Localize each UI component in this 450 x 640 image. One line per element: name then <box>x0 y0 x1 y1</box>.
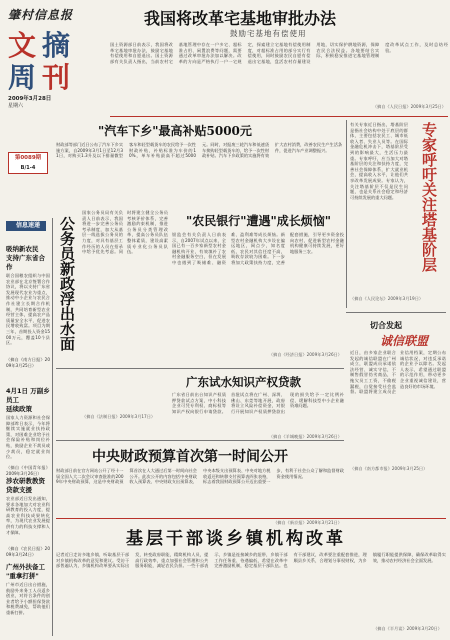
feature-source: （摘自《南方都市报》2009年3月25日） <box>350 466 428 471</box>
bottom-rule <box>56 518 446 519</box>
column-source: （摘自《人民论坛》2009年3月19日） <box>350 296 424 301</box>
sidebar-item-title: 广州外扶备工 <box>6 563 45 571</box>
masthead <box>0 0 112 120</box>
lead-subhead: 鼓励宅基地有偿使用 <box>230 29 307 38</box>
story-civil-servant <box>56 206 170 432</box>
story-civil-source: （摘自《法制日报》2009年3月17日） <box>82 414 156 419</box>
sidebar-item-source: （摘自《南方日报》2009年3月25日） <box>6 357 50 368</box>
feature-label: 切合发起 <box>370 321 402 330</box>
lead-story <box>110 4 448 116</box>
story-civil-headline: 公务员新政浮出水面 <box>58 216 76 351</box>
story-budget-source: （摘自《新京报》2009年3月21日） <box>273 520 342 525</box>
sidebar-item-title: 4月1日 万副乡员工 <box>6 387 50 404</box>
sidebar-item-body: 农业部近日发出通知，要求各地加大对农业科研教育的投入力度，提高农业科技成果转化率，为现代农业发展提供有力的科技支撑和人才保障。 <box>6 496 50 535</box>
masthead-char-zhai: 摘 <box>42 29 71 62</box>
feature-divider <box>346 312 446 313</box>
feature-headline: 诚信联盟 <box>380 334 429 348</box>
issue-date: 2009年3月28日 <box>8 96 52 102</box>
story-car-body: 财政部等部门近日公布了汽车下乡实施方案，自2009年3月1日至12月31日，对购买1.3升及以下排量微型客车和轻型载货车的农民给予一次性财政补贴，补贴标准为车价的10%，单车补贴最高不超过5000元。同时，对报废三轮汽车和低速货车换购轻型载货车的，给予一次性财政补贴。汽车下乡政策的实施将有效扩大农村消费，改善农民生产生活条件，促进汽车产业调整振兴。 <box>56 142 342 159</box>
story-bank-source: （摘自《经济日报》2009年3月26日） <box>268 352 342 357</box>
sidebar-item-subtitle: 支持广东省合作 <box>6 254 45 271</box>
mid-rule <box>56 368 344 369</box>
sidebar-title: 信息速递 <box>6 221 46 231</box>
sidebar-item-3 <box>6 562 50 626</box>
issue-number: 第0089期 <box>14 155 42 161</box>
budget-rule <box>56 440 344 441</box>
story-bank-body: 银监会有关负责人日前表示，自2007年试点以来，全国已有一百多家新型农村金融机构开业，有效填补了农村金融服务空白，但在发展中也遇到了吸储难、融资难、盈利难等成长烦恼。新型农村金融机构大多设在偏远地区，网点少，知名度低，农民对其信任度不高，吸收存款较为困难。下一步将加大政策扶持力度，完善配套措施，引导更多资金投向农村，促进新型农村金融机构健康可持续发展，更好地服务三农。 <box>172 232 344 265</box>
column-story <box>350 122 446 308</box>
sidebar-divider <box>52 218 53 636</box>
sidebar-item-subtitle: 贷款支援 <box>6 486 32 494</box>
issue-weekday: 星期六 <box>8 103 24 109</box>
story-budget-body: 财政部日前在官方网站公开了经十一届全国人大二次会议审查批准的2009年中央财政预算，这是中央财政预算首次在人大通过后第一时间向社会公开。此次公开的内容包括中央财政收入预算表、中央财政支出预算表、中央本级支出预算表、中央对地方税收返还和转移支付预算表四张表格，标志着我国财政预算公开迈出重要一步，有利于社会公众了解和监督财政资金使用情况。 <box>56 468 344 485</box>
lead-rule <box>110 116 448 117</box>
sidebar <box>6 234 50 634</box>
sidebar-item-title: 吸纳新农民 <box>6 245 39 253</box>
column-body: 有关专家近日指出，塔基阶层是指社会结构中处于底层的群体，主要包括农民工、城市低收入者、失业人员等。在国际金融危机冲击下，塔基阶层受到的影响最大，生活压力最重。专家呼吁，应当加大对塔基阶层的关注和扶持力度，完善社会保障体系，扩大就业机会，提高收入水平，让他们共享改革发展成果。专家认为，关注塔基阶层不仅是民生问题，也是关系社会稳定和经济可持续发展的重大问题。 <box>350 122 408 200</box>
story-car-subsidy <box>56 122 342 202</box>
lead-headline: 我国将改革宅基地审批办法 <box>144 9 337 28</box>
sidebar-item-title: 涉农研教教资 <box>6 477 45 485</box>
issue-pages: B/1-4 <box>20 165 36 171</box>
paper-name: 肇村信息报 <box>8 8 74 22</box>
story-township-headline: 基层干部谈乡镇机构改革 <box>126 529 346 549</box>
sidebar-item-source: （摘自《中国青年报》2009年3月26日） <box>6 465 50 476</box>
masthead-char-wen: 文 <box>8 29 37 62</box>
story-rural-bank <box>172 206 344 366</box>
story-ip-headline: 广东试水知识产权贷款 <box>186 375 301 389</box>
sidebar-item-2 <box>6 476 50 558</box>
story-ip-loan <box>172 372 344 444</box>
lead-body: 国土资源部日前表示，我国将改革宅基地审批办法，鼓励宅基地有偿使用和自愿退出。国土资源部有关负责人指出，当前农村宅基地管理中存在一户多宅、超标准占用、闲置浪费等问题，需要通过改革审批办法加以解决。改革的方向是严格执行一户一宅规定，探索建立宅基地有偿使用制度，对超标准占用的部分实行有偿使用，同时鼓励农民自愿有偿退出宅基地，盘活农村存量建设用地，切实保护耕地资源，保障农民合法权益。各地要结合实际，积极稳妥推进宅基地管理制度改革试点工作，及时总结经验。 <box>110 42 448 64</box>
column-headline: 专家呼吁关注塔基阶层 <box>420 122 438 272</box>
sidebar-item-subtitle: 延续政策 <box>6 405 32 413</box>
sidebar-item-body: 广州市近日出台措施，鼓励外来务工人员返乡创业，对符合条件的创业者给予小额担保贷款和税费减免，帮助他们重新打拼。 <box>6 582 50 615</box>
sidebar-item-body: 联合国粮农组织与中国农业部在北京签署合作协议，将以支持广东省发展现代农业为重点，推动中小企业与农民合作社建立长期合作机制，共同培育新型农业经营主体，提高农产品质量安全水平，促进农民增收致富。项目为期三年，首期投入资金1500万元，覆盖10个县区。 <box>6 273 50 346</box>
lead-source: （摘自《人民日报》2009年3月25日） <box>372 104 446 109</box>
sidebar-item-1 <box>6 386 50 477</box>
story-ip-body: 广东省日前出台知识产权质押贷款试点方案，中小科技企业可凭专利权、商标权等知识产权向银行申请贷款。首批试点将在广州、深圳、佛山、东莞等地开展，政府将设立风险补偿资金，对银行开展知识产权质押贷款出现的损失给予一定比例补偿，缓解科技型中小企业融资难问题。 <box>172 392 344 414</box>
story-bank-headline: "农民银行"遭遇"成长烦恼" <box>186 214 332 228</box>
issue-box <box>8 152 48 174</box>
story-township-body: 记者近日走访多地乡镇，听取基层干部对乡镇机构改革的意见和建议。受访干部普遍认为，乡镇机构改革要从实际出发，转变政府职能，精简机构人员，提高行政效率，重点加强社会管理和公共服务职能，减轻农民负担。一些干部表示，乡镇是连接城乡的纽带，乡镇干部工作任务重、待遇偏低，希望在改革中完善激励机制，稳定基层干部队伍。也有干部建议，改革要注重配套推进，理顺县乡关系，合理划分事权财权，为乡镇履行职能提供保障，确保改革取得实效，推动农村经济社会全面发展。 <box>56 552 446 569</box>
story-ip-source: （摘自《羊城晚报》2009年3月26日） <box>268 434 342 439</box>
sidebar-item-subtitle: "重拿打拼" <box>6 572 39 580</box>
sidebar-item-body: 国家人力资源和社会保障部昨日表示，今年将继续实施就业扶持政策，对困难企业给予社会保险补贴和岗位补贴，鼓励企业不裁员或少裁员，稳定就业岗位。 <box>6 415 50 460</box>
feature-body: 近日，由多家企业联合发起的诚信联盟在广州成立，联盟成员承诺依法经营、诚实守信，不制售假冒伪劣商品，不拖欠员工工资，不偷税漏税，自觉接受社会监督。联盟将建立成员企业信用档案，定期公布诚信状况，对违反承诺的企业予以除名。发起人表示，希望通过联盟的示范作用，带动更多企业重视诚信建设，营造良好的市场环境。 <box>350 350 446 395</box>
column-divider <box>346 120 347 308</box>
masthead-char-kan: 刊 <box>42 61 71 94</box>
sidebar-item-0 <box>6 244 50 369</box>
masthead-char-zhou: 周 <box>8 61 37 94</box>
story-township-source: （摘自《半月谈》2009年3月20日） <box>373 626 442 631</box>
sidebar-item-source: （摘自《农民日报》2009年3月24日） <box>6 546 50 557</box>
story-civil-body: 国家公务员局有关负责人日前表示，我国将进一步完善公务员考录制度，加大从基层一线选拔公务员的力度，对具有基层工作经历的人员在招录中给予优先考虑。同时将建立健全公务员考核评价体系，完善激励约束机制，推进公务员分类管理改革，提高公务员队伍整体素质，建设高素质专业化公务员队伍。 <box>82 210 168 255</box>
story-car-headline: "汽车下乡"最高补贴5000元 <box>98 124 252 138</box>
feature-story <box>350 316 446 484</box>
story-township <box>56 522 446 636</box>
story-budget-headline: 中央财政预算首次第一时间公开 <box>92 449 288 465</box>
